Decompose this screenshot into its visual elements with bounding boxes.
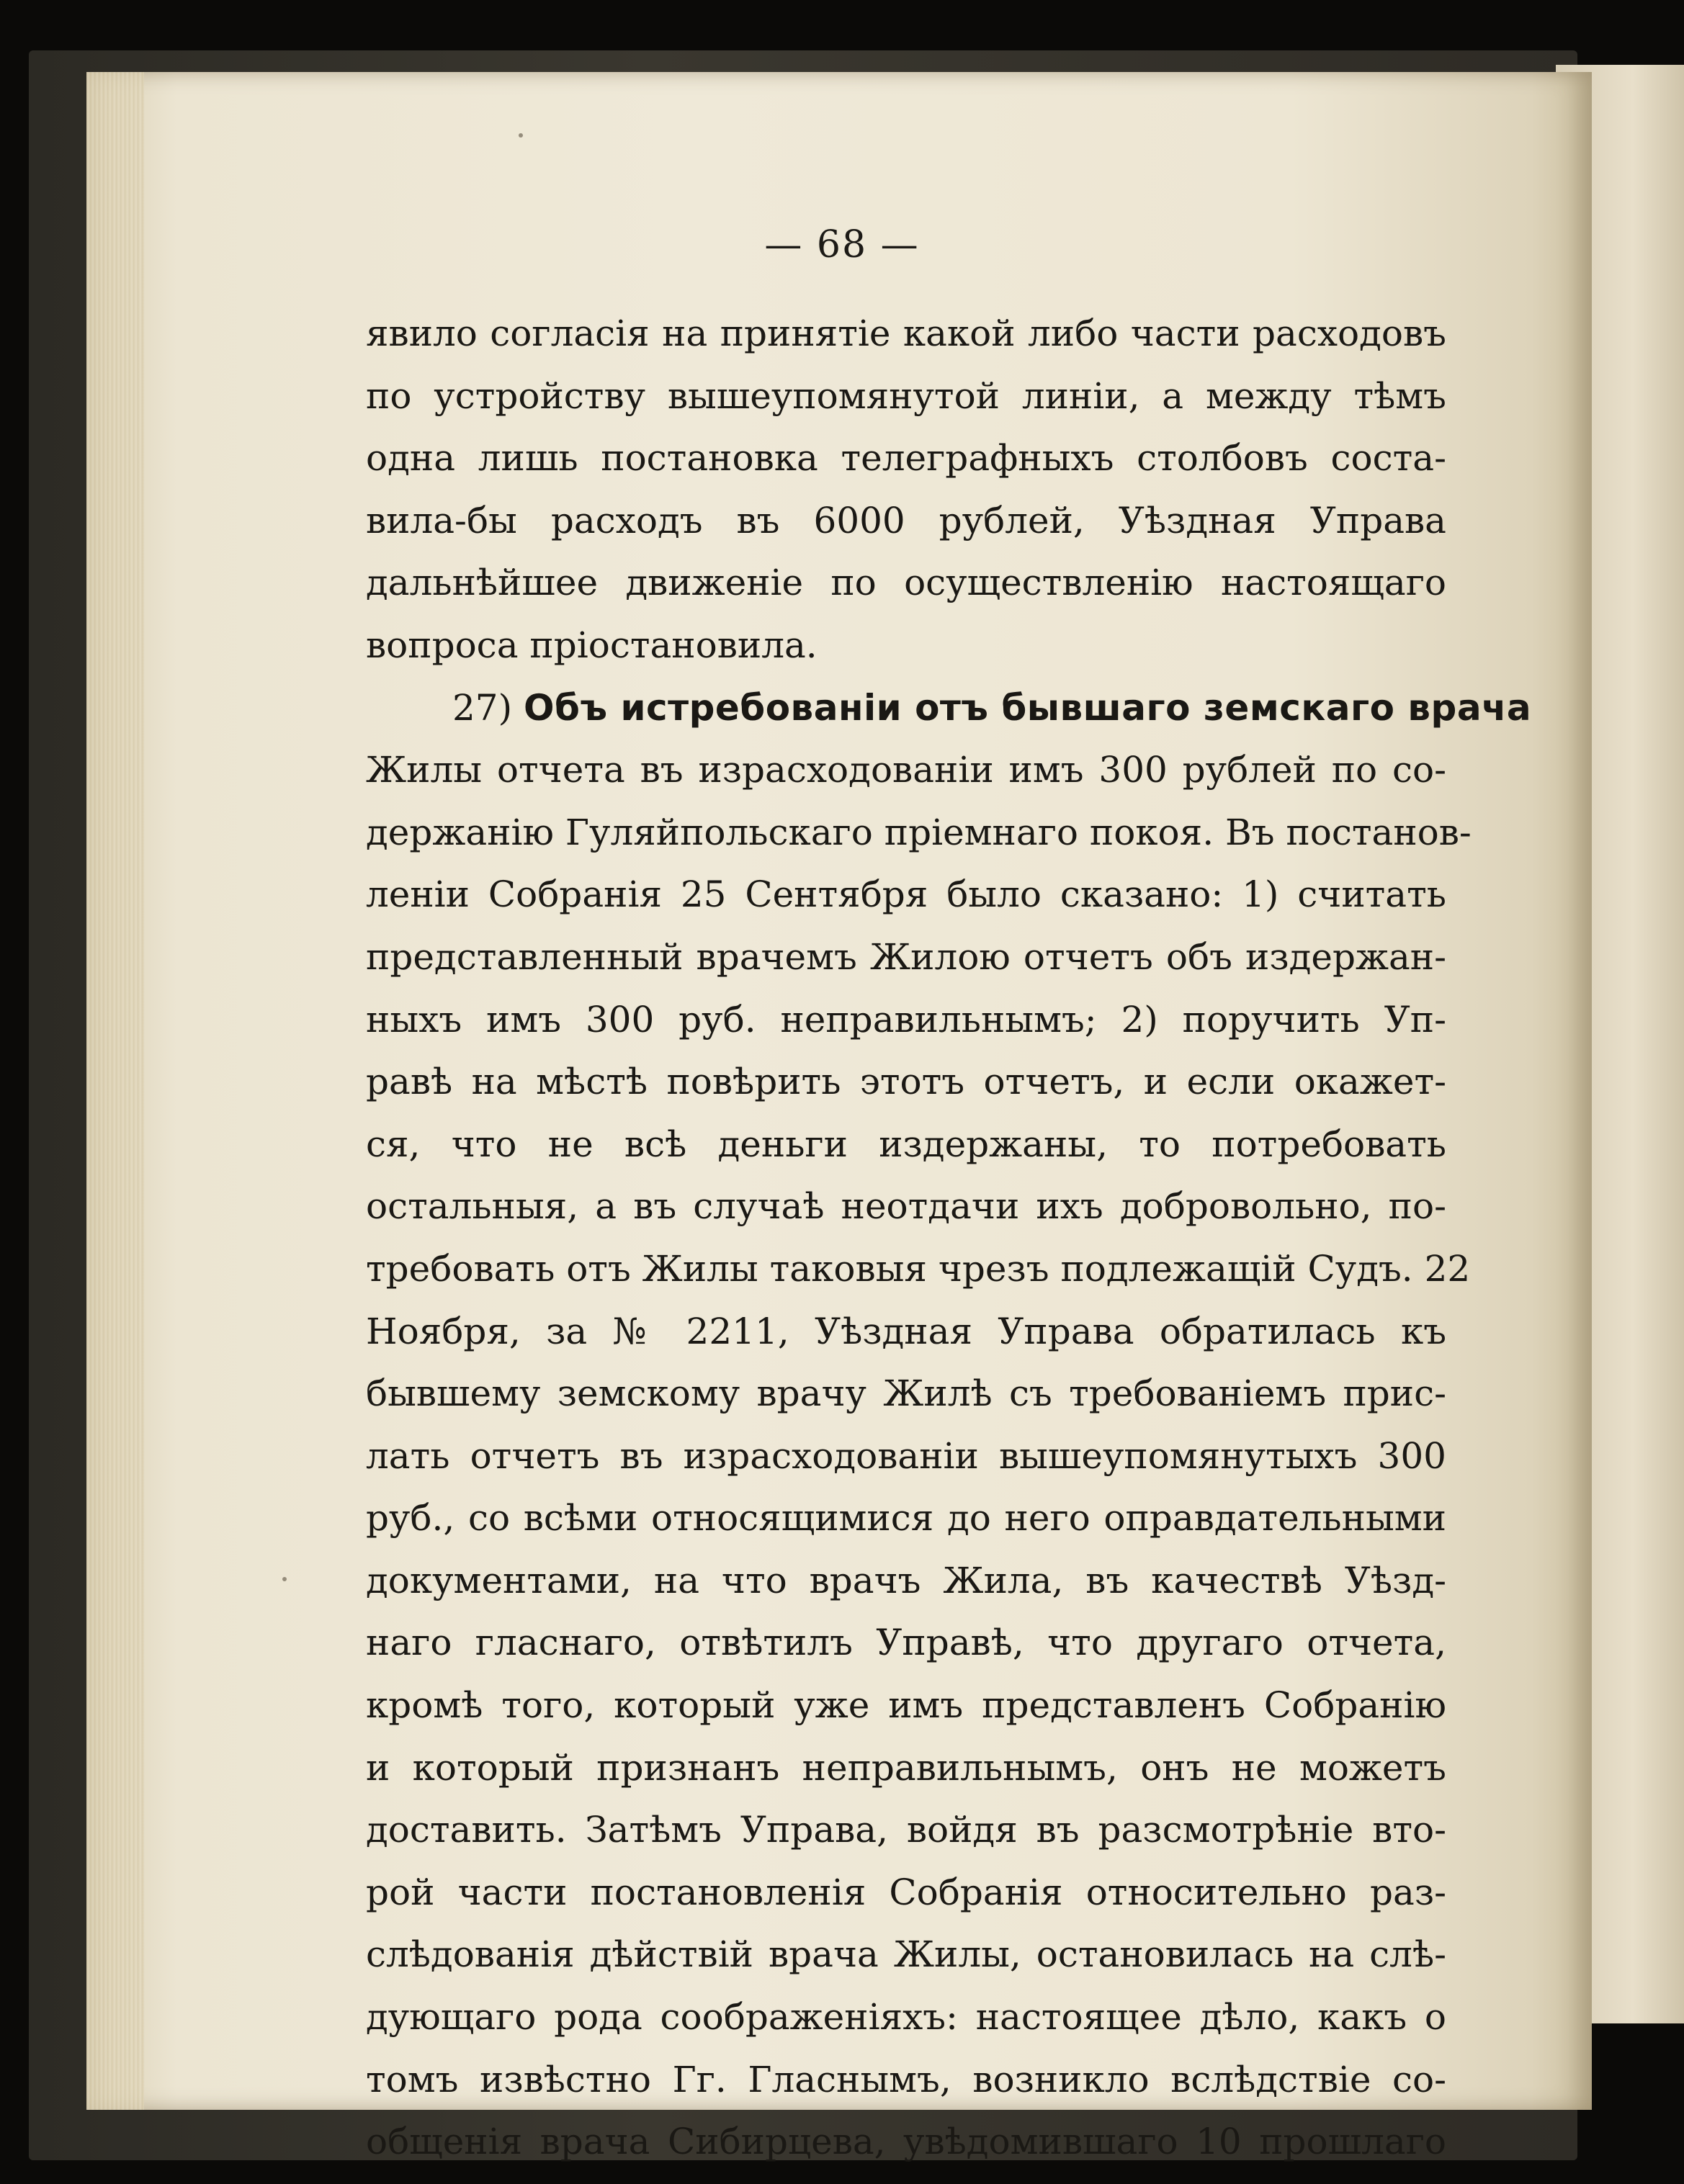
- text-line: наго гласнаго, отвѣтилъ Управѣ, что другаго отчета,: [366, 1622, 1446, 1664]
- body-text: [366, 302, 1532, 2173]
- text-line: равѣ на мѣстѣ повѣрить этотъ отчетъ, и если окажет-: [366, 1061, 1446, 1103]
- text-line: держанію Гуляйпольскаго пріемнаго покоя. Въ постанов-: [366, 811, 1472, 853]
- text-line: требовать отъ Жилы таковыя чрезъ подлежащій Судъ. 22: [366, 1247, 1471, 1290]
- text-line: и который признанъ неправильнымъ, онъ не можетъ: [366, 1746, 1446, 1789]
- item-27-heading-line: [366, 677, 1532, 740]
- text-line: по устройству вышеупомянутой линіи, а между тѣмъ: [366, 374, 1446, 417]
- paper-speck: [282, 1577, 287, 1581]
- text-line: ныхъ имъ 300 руб. неправильнымъ; 2) поручить Уп-: [366, 998, 1446, 1041]
- item-27-number: 27): [452, 686, 513, 729]
- text-line: вопроса пріостановила.: [366, 624, 818, 666]
- text-line: лать отчетъ въ израсходованіи вышеупомянутыхъ 300: [366, 1434, 1446, 1477]
- text-line: общенія врача Сибирцева, увѣдомившаго 10 прошлаго: [366, 2121, 1446, 2163]
- page-number: — 68 —: [764, 223, 920, 266]
- text-line: Жилы отчета въ израсходованіи имъ 300 рублей по со-: [366, 749, 1446, 791]
- text-line: бывшему земскому врачу Жилѣ съ требованіемъ прис-: [366, 1372, 1446, 1415]
- text-line: остальныя, а въ случаѣ неотдачи ихъ добровольно, по-: [366, 1185, 1446, 1228]
- text-line: Ноября, за № 2211, Уѣздная Управа обратилась къ: [366, 1310, 1446, 1352]
- text-line: дальнѣйшее движеніе по осуществленію настоящаго: [366, 562, 1446, 604]
- paper-speck: [519, 133, 523, 138]
- text-line: руб., со всѣми относящимися до него оправдательными: [366, 1497, 1446, 1540]
- text-line: леніи Собранія 25 Сентября было сказано: 1) считать: [366, 873, 1446, 916]
- text-line: документами, на что врачъ Жила, въ качествѣ Уѣзд-: [366, 1559, 1446, 1601]
- text-line: явило согласія на принятіе какой либо части расходовъ: [366, 313, 1446, 354]
- page-edges: [86, 72, 144, 2110]
- text-line: одна лишь постановка телеграфныхъ столбовъ соста-: [366, 437, 1446, 480]
- text-line: дующаго рода соображеніяхъ: настоящее дѣло, какъ о: [366, 1996, 1446, 2039]
- item-27-heading: Объ истребованіи отъ бывшаго земскаго врача: [524, 686, 1532, 729]
- text-line: доставить. Затѣмъ Управа, войдя въ разсмотрѣніе вто-: [366, 1809, 1446, 1851]
- text-line: рой части постановленія Собранія относительно раз-: [366, 1871, 1446, 1913]
- text-line: слѣдованія дѣйствій врача Жилы, остановилась на слѣ-: [366, 1933, 1446, 1976]
- text-line: томъ извѣстно Гг. Гласнымъ, возникло вслѣдствіе со-: [366, 2058, 1446, 2100]
- text-line: вила-бы расходъ въ 6000 рублей, Уѣздная Управа: [366, 499, 1446, 541]
- text-line: кромѣ того, который уже имъ представленъ Собранію: [366, 1684, 1446, 1727]
- text-line: ся, что не всѣ деньги издержаны, то потребовать: [366, 1123, 1446, 1165]
- text-line: представленный врачемъ Жилою отчетъ объ издержан-: [366, 935, 1446, 978]
